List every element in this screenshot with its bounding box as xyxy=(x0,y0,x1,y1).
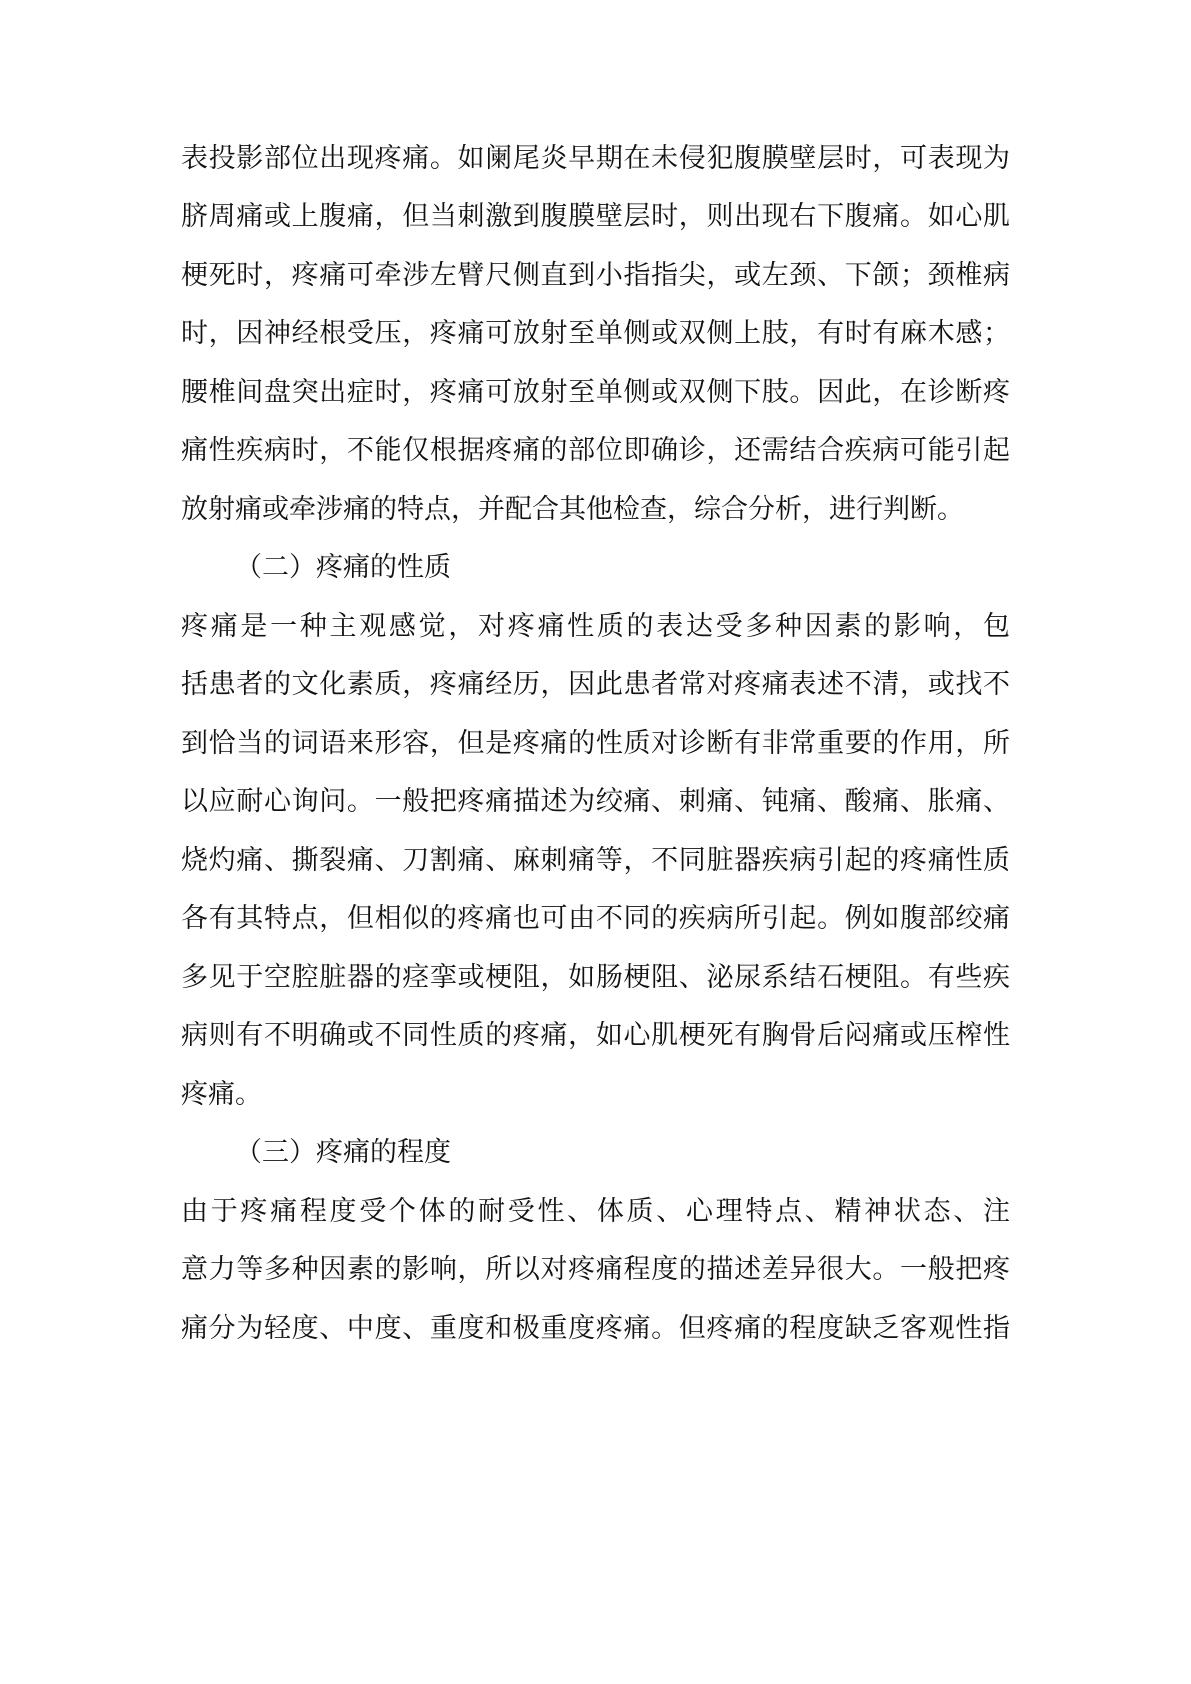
paragraph-1-line-4: 时，因神经根受压，疼痛可放射至单侧或双侧上肢，有时有麻木感； xyxy=(181,318,1010,349)
paragraph-1-line-7: 放射痛或牵涉痛的特点，并配合其他检查，综合分析，进行判断。 xyxy=(181,494,964,525)
paragraph-2-line-3: 到恰当的词语来形容，但是疼痛的性质对诊断有非常重要的作用，所 xyxy=(181,728,1010,759)
paragraph-2-line-2: 括患者的文化素质，疼痛经历，因此患者常对疼痛表述不清，或找不 xyxy=(181,669,1010,700)
paragraph-1-line-2: 脐周痛或上腹痛，但当刺激到腹膜壁层时，则出现右下腹痛。如心肌 xyxy=(181,201,1010,232)
paragraph-2-line-9: 疼痛。 xyxy=(181,1079,262,1110)
paragraph-1-line-5: 腰椎间盘突出症时，疼痛可放射至单侧或双侧下肢。因此，在诊断疼 xyxy=(181,377,1010,408)
paragraph-2-line-5: 烧灼痛、撕裂痛、刀割痛、麻刺痛等，不同脏器疾病引起的疼痛性质 xyxy=(181,845,1010,876)
paragraph-2-line-1: 疼痛是一种主观感觉，对疼痛性质的表达受多种因素的影响，包 xyxy=(181,611,1010,642)
paragraph-2-line-4: 以应耐心询问。一般把疼痛描述为绞痛、刺痛、钝痛、酸痛、胀痛、 xyxy=(181,786,1010,817)
paragraph-3-line-2: 意力等多种因素的影响，所以对疼痛程度的描述差异很大。一般把疼 xyxy=(181,1254,1010,1285)
paragraph-2-line-6: 各有其特点，但相似的疼痛也可由不同的疾病所引起。例如腹部绞痛 xyxy=(181,903,1010,934)
paragraph-1-line-1: 表投影部位出现疼痛。如阑尾炎早期在未侵犯腹膜壁层时，可表现为 xyxy=(181,143,1010,174)
paragraph-3-line-3: 痛分为轻度、中度、重度和极重度疼痛。但疼痛的程度缺乏客观性指 xyxy=(181,1313,1010,1344)
section-heading-2: （二）疼痛的性质 xyxy=(235,552,451,583)
paragraph-1-line-6: 痛性疾病时，不能仅根据疼痛的部位即确诊，还需结合疾病可能引起 xyxy=(181,435,1010,466)
paragraph-2-line-8: 病则有不明确或不同性质的疼痛，如心肌梗死有胸骨后闷痛或压榨性 xyxy=(181,1020,1010,1051)
paragraph-1-line-3: 梗死时，疼痛可牵涉左臂尺侧直到小指指尖，或左颈、下颌；颈椎病 xyxy=(181,260,1010,291)
paragraph-3-line-1: 由于疼痛程度受个体的耐受性、体质、心理特点、精神状态、注 xyxy=(181,1196,1010,1227)
section-heading-3: （三）疼痛的程度 xyxy=(235,1137,451,1168)
paragraph-2-line-7: 多见于空腔脏器的痉挛或梗阻，如肠梗阻、泌尿系结石梗阻。有些疾 xyxy=(181,962,1010,993)
